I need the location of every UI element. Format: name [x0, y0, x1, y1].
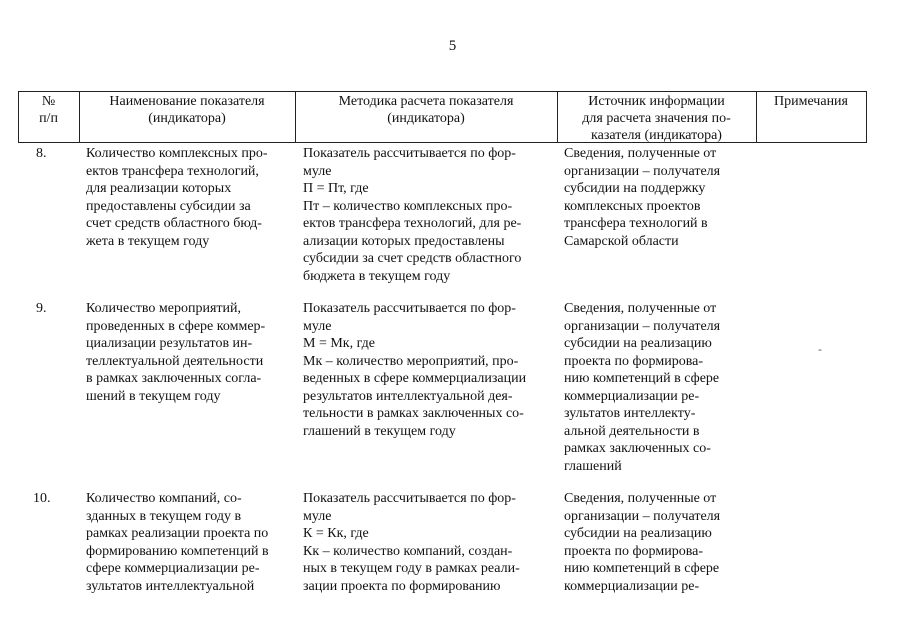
- table-top-border: [18, 91, 867, 92]
- row-9-notes: -: [818, 342, 822, 356]
- header-method: Методика расчета показателя (индикатора): [338, 94, 514, 126]
- row-8-num: 8.: [36, 146, 47, 161]
- row-9-num: 9.: [36, 301, 47, 316]
- row-9-name: Количество мероприятий, проведенных в сфере коммер- циализации результатов ин- теллектуальной деятельности в рамках заключенных согла- шений в текущем году: [86, 301, 266, 404]
- row-9-method: Показатель рассчитывается по фор- муле М = Мк, где Мк – количество мероприятий, про- веденных в сфере коммерциализации результатов интеллектуальной дея- тельности в рамках заключенных со- глашений в текущем году: [303, 301, 527, 439]
- row-10-method: Показатель рассчитывается по фор- муле К = Кк, где Кк – количество компаний, создан- ных в текущем году в рамках реали- зации проекта по формированию: [303, 491, 520, 594]
- row-8-method: Показатель рассчитывается по фор- муле П = Пт, где Пт – количество комплексных про- ектов трансфера технологий, для ре- ализации которых предоставлены субсидии за счет средств областного бюджета в текущем году: [303, 146, 522, 284]
- header-num: № п/п: [39, 94, 58, 126]
- header-source: Источник информации для расчета значения по- казателя (индикатора): [582, 94, 731, 143]
- row-8-source: Сведения, полученные от организации – получателя субсидии на поддержку комплексных проектов трансфера технологий в Самарской области: [564, 146, 721, 249]
- page-number: 5: [448, 38, 457, 54]
- row-8-name: Количество комплексных про- ектов трансфера технологий, для реализации которых предоставлены субсидии за счет средств областного бюд- жета в текущем году: [86, 146, 268, 249]
- header-name: Наименование показателя (индикатора): [109, 94, 265, 126]
- row-10-source: Сведения, полученные от организации – получателя субсидии на реализацию проекта по формирова- нию компетенций в сфере коммерциализации ре-: [564, 491, 721, 594]
- column-divider: [866, 91, 867, 143]
- row-9-source: Сведения, полученные от организации – получателя субсидии на реализацию проекта по формирова- нию компетенций в сфере коммерциализации ре- зультатов интеллекту- альной деятельности в рамках заключенных со- глашений: [564, 301, 721, 474]
- row-10-name: Количество компаний, со- зданных в текущем году в рамках реализации проекта по формированию компетенций в сфере коммерциализации ре- зультатов интеллектуальной: [86, 491, 269, 594]
- header-notes: Примечания: [773, 94, 848, 109]
- row-10-num: 10.: [33, 491, 51, 506]
